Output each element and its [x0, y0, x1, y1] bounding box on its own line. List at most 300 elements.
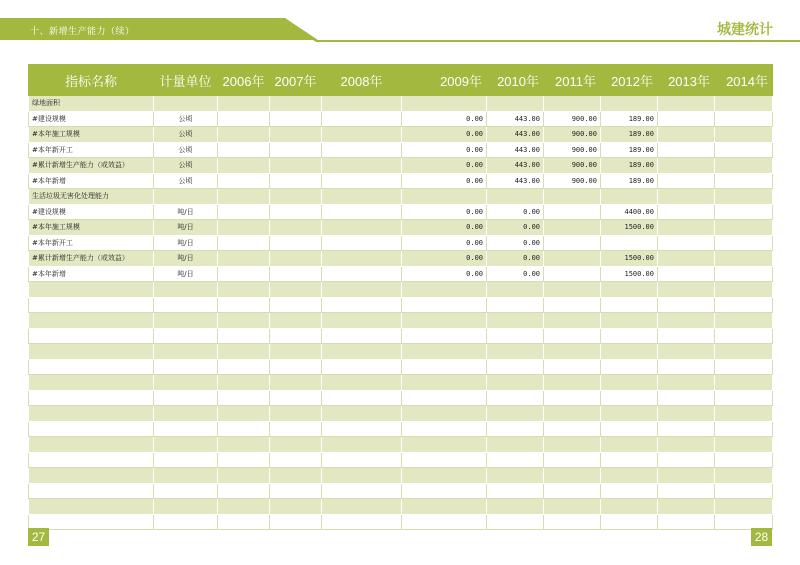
unit-cell: 吨/日 [154, 204, 218, 220]
value-cell [715, 452, 773, 468]
value-cell [487, 375, 544, 391]
value-cell [601, 468, 658, 484]
unit-cell [154, 375, 218, 391]
value-cell [322, 189, 402, 205]
value-cell [218, 499, 270, 515]
column-header: 计量单位 [154, 65, 218, 96]
table-row [29, 282, 773, 298]
table-row [29, 189, 773, 205]
unit-cell [154, 421, 218, 437]
column-header: 2014年 [715, 65, 773, 96]
value-cell [270, 127, 322, 143]
indicator-name-cell [29, 437, 154, 453]
unit-cell [154, 483, 218, 499]
value-cell [322, 127, 402, 143]
indicator-name-cell [29, 483, 154, 499]
value-cell: 0.00 [402, 235, 487, 251]
value-cell [218, 421, 270, 437]
value-cell [270, 437, 322, 453]
value-cell [658, 313, 715, 329]
value-cell [715, 189, 773, 205]
value-cell [658, 344, 715, 360]
value-cell [402, 313, 487, 329]
section-title: 十、新增生产能力（续） [30, 27, 135, 37]
value-cell [544, 468, 601, 484]
value-cell [658, 421, 715, 437]
value-cell [322, 499, 402, 515]
value-cell [544, 96, 601, 112]
value-cell [715, 421, 773, 437]
value-cell: 0.00 [402, 111, 487, 127]
value-cell [322, 235, 402, 251]
value-cell [322, 437, 402, 453]
table-row [29, 390, 773, 406]
value-cell: 0.00 [402, 158, 487, 174]
value-cell [658, 328, 715, 344]
indicator-name-cell [29, 390, 154, 406]
unit-cell [154, 437, 218, 453]
value-cell [658, 375, 715, 391]
value-cell [715, 359, 773, 375]
value-cell [270, 96, 322, 112]
unit-cell [154, 344, 218, 360]
value-cell [270, 359, 322, 375]
value-cell [270, 297, 322, 313]
value-cell [270, 251, 322, 267]
value-cell [658, 251, 715, 267]
value-cell [715, 235, 773, 251]
value-cell: 1500.00 [601, 266, 658, 282]
value-cell [601, 421, 658, 437]
value-cell [270, 406, 322, 422]
value-cell: 189.00 [601, 142, 658, 158]
value-cell [715, 328, 773, 344]
value-cell [402, 452, 487, 468]
value-cell [218, 158, 270, 174]
value-cell [270, 189, 322, 205]
value-cell [270, 220, 322, 236]
value-cell [270, 173, 322, 189]
value-cell [658, 111, 715, 127]
table-row [29, 499, 773, 515]
value-cell [715, 96, 773, 112]
value-cell [322, 220, 402, 236]
table-row [29, 359, 773, 375]
table-row [29, 235, 773, 251]
value-cell: 0.00 [402, 266, 487, 282]
value-cell [544, 251, 601, 267]
value-cell [715, 282, 773, 298]
value-cell [218, 173, 270, 189]
value-cell [218, 344, 270, 360]
value-cell [322, 483, 402, 499]
value-cell [658, 483, 715, 499]
value-cell [487, 189, 544, 205]
value-cell [322, 204, 402, 220]
value-cell [402, 406, 487, 422]
value-cell [402, 96, 487, 112]
value-cell: 900.00 [544, 111, 601, 127]
unit-cell [154, 189, 218, 205]
value-cell [601, 483, 658, 499]
value-cell [544, 328, 601, 344]
indicator-name-cell: #本年新开工 [29, 235, 154, 251]
column-header: 2007年 [270, 65, 322, 96]
table-row [29, 344, 773, 360]
value-cell [658, 499, 715, 515]
value-cell [658, 127, 715, 143]
value-cell [402, 421, 487, 437]
value-cell [658, 235, 715, 251]
value-cell [322, 251, 402, 267]
value-cell: 443.00 [487, 158, 544, 174]
value-cell [487, 452, 544, 468]
value-cell [487, 406, 544, 422]
value-cell: 443.00 [487, 142, 544, 158]
value-cell [601, 452, 658, 468]
value-cell [402, 359, 487, 375]
value-cell: 189.00 [601, 111, 658, 127]
value-cell [322, 406, 402, 422]
unit-cell [154, 359, 218, 375]
value-cell [402, 282, 487, 298]
indicator-name-cell: #本年新增 [29, 173, 154, 189]
value-cell [218, 328, 270, 344]
indicator-name-cell: 生活垃圾无害化处理能力 [29, 189, 154, 205]
value-cell [658, 359, 715, 375]
column-header: 2006年 [218, 65, 270, 96]
value-cell: 900.00 [544, 173, 601, 189]
unit-cell [154, 406, 218, 422]
value-cell [601, 297, 658, 313]
value-cell [601, 437, 658, 453]
value-cell [487, 282, 544, 298]
value-cell [715, 483, 773, 499]
value-cell [270, 266, 322, 282]
value-cell [715, 344, 773, 360]
table-row [29, 220, 773, 236]
value-cell [218, 189, 270, 205]
value-cell [402, 483, 487, 499]
value-cell [544, 514, 601, 530]
unit-cell: 公顷 [154, 173, 218, 189]
value-cell [270, 313, 322, 329]
indicator-name-cell: #本年施工规模 [29, 127, 154, 143]
value-cell: 900.00 [544, 127, 601, 143]
table-row [29, 375, 773, 391]
indicator-name-cell: #本年新增 [29, 266, 154, 282]
indicator-name-cell [29, 468, 154, 484]
value-cell [715, 437, 773, 453]
value-cell [270, 235, 322, 251]
table-row [29, 158, 773, 174]
value-cell [270, 344, 322, 360]
value-cell [487, 499, 544, 515]
value-cell [544, 499, 601, 515]
value-cell [218, 483, 270, 499]
value-cell [544, 406, 601, 422]
unit-cell: 吨/日 [154, 266, 218, 282]
value-cell [601, 390, 658, 406]
value-cell [218, 235, 270, 251]
column-header: 2009年 [402, 65, 487, 96]
value-cell [270, 158, 322, 174]
value-cell [322, 375, 402, 391]
value-cell [715, 313, 773, 329]
value-cell [487, 483, 544, 499]
value-cell [601, 514, 658, 530]
value-cell [715, 111, 773, 127]
value-cell [402, 437, 487, 453]
table-row [29, 266, 773, 282]
indicator-name-cell [29, 421, 154, 437]
value-cell [218, 127, 270, 143]
value-cell [601, 189, 658, 205]
value-cell: 189.00 [601, 158, 658, 174]
value-cell [715, 173, 773, 189]
value-cell: 0.00 [402, 127, 487, 143]
value-cell [322, 468, 402, 484]
value-cell: 189.00 [601, 173, 658, 189]
unit-cell [154, 468, 218, 484]
indicator-name-cell: #累计新增生产能力（或效益） [29, 251, 154, 267]
value-cell [601, 96, 658, 112]
value-cell: 0.00 [487, 235, 544, 251]
value-cell [544, 452, 601, 468]
value-cell [544, 189, 601, 205]
value-cell [487, 344, 544, 360]
value-cell [601, 313, 658, 329]
value-cell [218, 266, 270, 282]
indicator-name-cell: #建设规模 [29, 111, 154, 127]
value-cell: 0.00 [402, 142, 487, 158]
table-row [29, 313, 773, 329]
unit-cell: 公顷 [154, 127, 218, 143]
value-cell [270, 111, 322, 127]
value-cell [270, 514, 322, 530]
value-cell [218, 437, 270, 453]
value-cell [270, 468, 322, 484]
value-cell [601, 328, 658, 344]
value-cell [658, 468, 715, 484]
value-cell [218, 297, 270, 313]
value-cell [715, 468, 773, 484]
value-cell: 443.00 [487, 127, 544, 143]
value-cell: 443.00 [487, 111, 544, 127]
value-cell [601, 499, 658, 515]
value-cell [218, 375, 270, 391]
value-cell [601, 282, 658, 298]
indicator-name-cell: #建设规模 [29, 204, 154, 220]
value-cell [322, 173, 402, 189]
table-row [29, 251, 773, 267]
value-cell [658, 452, 715, 468]
value-cell [658, 220, 715, 236]
value-cell: 0.00 [402, 220, 487, 236]
value-cell [715, 204, 773, 220]
value-cell [601, 406, 658, 422]
value-cell [270, 483, 322, 499]
capacity-table [28, 64, 773, 530]
value-cell [218, 220, 270, 236]
value-cell [402, 468, 487, 484]
indicator-name-cell [29, 499, 154, 515]
value-cell [322, 344, 402, 360]
value-cell [715, 390, 773, 406]
value-cell [658, 266, 715, 282]
value-cell [402, 297, 487, 313]
value-cell [270, 375, 322, 391]
indicator-name-cell [29, 406, 154, 422]
value-cell: 0.00 [402, 173, 487, 189]
value-cell: 0.00 [487, 220, 544, 236]
table-row [29, 204, 773, 220]
value-cell [322, 359, 402, 375]
value-cell [544, 220, 601, 236]
value-cell: 443.00 [487, 173, 544, 189]
indicator-name-cell [29, 375, 154, 391]
page-number-right: 28 [751, 528, 772, 546]
value-cell [322, 111, 402, 127]
value-cell [601, 344, 658, 360]
value-cell: 4400.00 [601, 204, 658, 220]
value-cell [544, 282, 601, 298]
value-cell [402, 344, 487, 360]
value-cell [715, 375, 773, 391]
value-cell [322, 297, 402, 313]
value-cell [218, 111, 270, 127]
value-cell [487, 390, 544, 406]
column-header: 2011年 [544, 65, 601, 96]
value-cell [322, 313, 402, 329]
table-row [29, 421, 773, 437]
table-header-row [29, 65, 773, 96]
unit-cell [154, 282, 218, 298]
table-row [29, 111, 773, 127]
value-cell [715, 251, 773, 267]
value-cell [218, 468, 270, 484]
table-body [29, 96, 773, 530]
table-row [29, 127, 773, 143]
value-cell [544, 483, 601, 499]
value-cell [544, 235, 601, 251]
value-cell [487, 313, 544, 329]
table-row [29, 173, 773, 189]
table-row [29, 437, 773, 453]
value-cell [322, 142, 402, 158]
indicator-name-cell: #本年施工规模 [29, 220, 154, 236]
value-cell [715, 220, 773, 236]
value-cell: 900.00 [544, 158, 601, 174]
column-header: 2013年 [658, 65, 715, 96]
value-cell [270, 204, 322, 220]
value-cell [218, 282, 270, 298]
unit-cell: 公顷 [154, 158, 218, 174]
value-cell: 1500.00 [601, 220, 658, 236]
value-cell [270, 390, 322, 406]
value-cell [658, 189, 715, 205]
unit-cell: 吨/日 [154, 251, 218, 267]
indicator-name-cell [29, 359, 154, 375]
value-cell [715, 127, 773, 143]
value-cell [270, 452, 322, 468]
indicator-name-cell [29, 328, 154, 344]
indicator-name-cell: #本年新开工 [29, 142, 154, 158]
value-cell [544, 359, 601, 375]
value-cell [218, 514, 270, 530]
value-cell [218, 96, 270, 112]
value-cell [487, 437, 544, 453]
value-cell [218, 251, 270, 267]
value-cell [270, 499, 322, 515]
table-row [29, 452, 773, 468]
column-header: 2010年 [487, 65, 544, 96]
value-cell: 0.00 [402, 204, 487, 220]
value-cell [544, 266, 601, 282]
value-cell [218, 142, 270, 158]
unit-cell: 公顷 [154, 142, 218, 158]
value-cell [402, 390, 487, 406]
table-row [29, 142, 773, 158]
value-cell [322, 421, 402, 437]
column-header: 2008年 [322, 65, 402, 96]
unit-cell [154, 514, 218, 530]
value-cell [322, 158, 402, 174]
value-cell [218, 313, 270, 329]
unit-cell: 公顷 [154, 111, 218, 127]
value-cell [402, 499, 487, 515]
table-row [29, 96, 773, 112]
value-cell: 0.00 [487, 266, 544, 282]
indicator-name-cell [29, 344, 154, 360]
value-cell [544, 313, 601, 329]
value-cell [402, 375, 487, 391]
value-cell: 1500.00 [601, 251, 658, 267]
value-cell [218, 452, 270, 468]
brand-title: 城建统计 [717, 22, 773, 38]
value-cell [270, 142, 322, 158]
column-header: 指标名称 [29, 65, 154, 96]
value-cell [218, 359, 270, 375]
stats-table-container [28, 64, 772, 530]
unit-cell [154, 96, 218, 112]
table-row [29, 297, 773, 313]
indicator-name-cell [29, 452, 154, 468]
value-cell: 0.00 [487, 251, 544, 267]
unit-cell [154, 452, 218, 468]
value-cell [658, 204, 715, 220]
value-cell [715, 158, 773, 174]
value-cell [322, 328, 402, 344]
value-cell [487, 96, 544, 112]
unit-cell [154, 499, 218, 515]
value-cell [601, 235, 658, 251]
value-cell [402, 328, 487, 344]
value-cell [715, 266, 773, 282]
value-cell [322, 266, 402, 282]
value-cell: 0.00 [402, 251, 487, 267]
unit-cell: 吨/日 [154, 235, 218, 251]
value-cell [544, 437, 601, 453]
value-cell [322, 514, 402, 530]
value-cell [715, 499, 773, 515]
table-row [29, 468, 773, 484]
value-cell [402, 189, 487, 205]
value-cell [658, 437, 715, 453]
value-cell [601, 375, 658, 391]
table-row [29, 514, 773, 530]
value-cell [715, 142, 773, 158]
